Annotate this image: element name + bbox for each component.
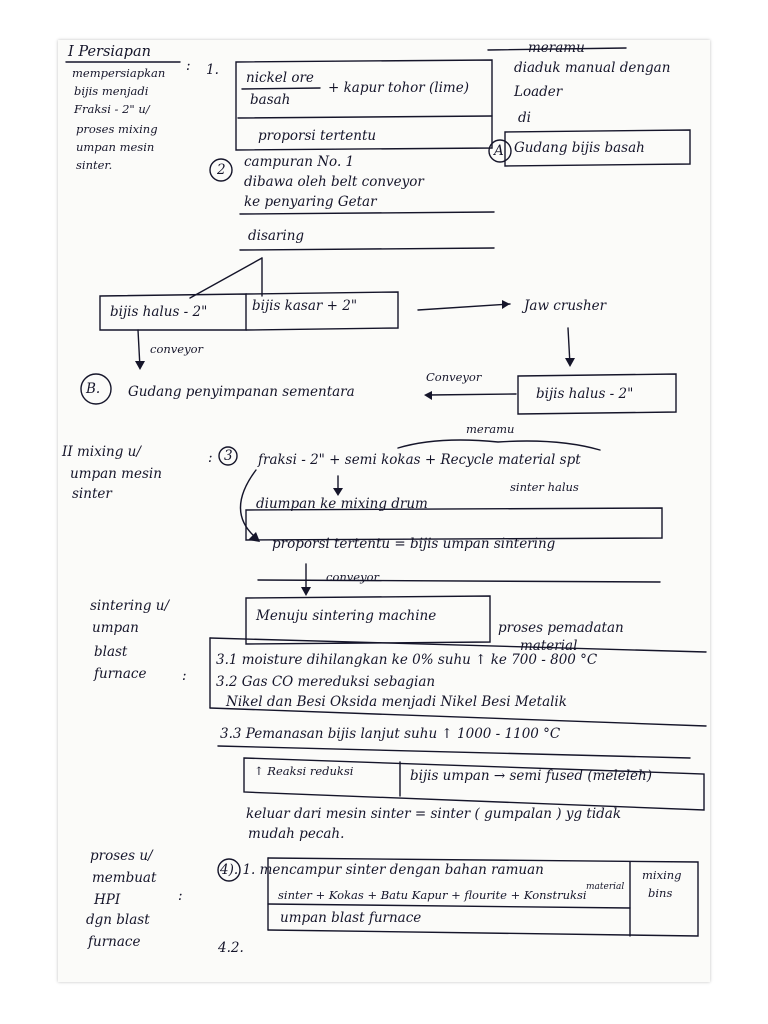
penyaring-text: ke penyaring Getar (244, 194, 377, 210)
gudang-basah-text: Gudang bijis basah (514, 140, 645, 156)
meramu-text: meramu (466, 422, 515, 436)
diumpan-text: diumpan ke mixing drum (256, 496, 428, 512)
sinter-halus-text: sinter halus (510, 480, 579, 494)
loader-text: Loader (514, 84, 563, 100)
section-3-note-line: furnace (94, 666, 147, 682)
semi-fused-text: bijis umpan → semi fused (meleleh) (410, 768, 652, 784)
section-1-note-line: bijis menjadi (74, 84, 149, 98)
proporsi-text: proporsi tertentu (258, 128, 377, 144)
conveyor-text: conveyor (326, 570, 379, 584)
section-1-note-line: proses mixing (76, 122, 158, 136)
fraksi-line: fraksi - 2" + semi kokas + Recycle material spt (258, 452, 581, 468)
proses-pemadatan-text: proses pemadatan (498, 620, 624, 636)
colon: : (182, 668, 187, 684)
bijis-kasar-text: bijis kasar + 2" (252, 298, 358, 314)
section-1-note-line: sinter. (76, 158, 113, 172)
section-2-note-line: II mixing u/ (62, 444, 141, 460)
section-4-note-line: membuat (92, 870, 157, 886)
section-3-note-line: umpan (92, 620, 139, 636)
step-3-2-cont: Nikel dan Besi Oksida menjadi Nikel Besi Metalik (226, 694, 567, 710)
belt-conveyor-text: dibawa oleh belt conveyor (244, 174, 424, 190)
step-number: 2 (217, 162, 226, 178)
mudah-pecah-text: mudah pecah. (248, 826, 345, 842)
section-4-note-line: proses u/ (90, 848, 153, 864)
section-3-note-line: blast (94, 644, 128, 660)
aduk-text: diaduk manual dengan (514, 60, 671, 76)
di-text: di (518, 110, 531, 126)
reaksi-reduksi-text: ↑ Reaksi reduksi (254, 764, 354, 778)
section-4-note-line: furnace (88, 934, 141, 950)
section-1-note-line: Fraksi - 2" u/ (74, 102, 150, 116)
meramu-text: meramu (528, 40, 585, 56)
disaring-text: disaring (248, 228, 305, 244)
section-2-note-line: sinter (72, 486, 112, 502)
section-4-note-line: dgn blast (86, 912, 150, 928)
section-3-note-line: sintering u/ (90, 598, 169, 614)
colon: : (208, 450, 213, 466)
step-3-2: 3.2 Gas CO mereduksi sebagian (216, 674, 436, 690)
keluar-text: keluar dari mesin sinter = sinter ( gumpalan ) yg tidak (246, 806, 622, 822)
gudang-sementara-text: Gudang penyimpanan sementara (128, 384, 355, 400)
section-4-note-line: HPI (94, 892, 121, 908)
step-number: 3 (224, 448, 233, 464)
step-4-1: 4). 1. mencampur sinter dengan bahan ramuan (220, 862, 544, 878)
step-number: 1. (206, 62, 219, 78)
sinter-kokas-line: sinter + Kokas + Batu Kapur + flourite + Konstruksi (278, 888, 587, 902)
notebook-page (58, 40, 710, 982)
campuran-text: campuran No. 1 (244, 154, 355, 170)
label-a: A (494, 143, 504, 159)
proporsi-text: proporsi tertentu = bijis umpan sintering (272, 536, 556, 552)
colon: : (186, 58, 191, 74)
bijis-halus-text: bijis halus - 2" (536, 386, 634, 402)
sintering-machine-text: Menuju sintering machine (256, 608, 437, 624)
section-2-note-line: umpan mesin (70, 466, 162, 482)
section-1-note-line: mempersiapkan (72, 66, 166, 80)
kapur-tohor-text: + kapur tohor (lime) (328, 80, 469, 96)
section-1-note-line: umpan mesin (76, 140, 155, 154)
step-3-3: 3.3 Pemanasan bijis lanjut suhu ↑ 1000 - 1100 °C (220, 726, 561, 742)
colon: : (178, 888, 183, 904)
basah-label: basah (250, 92, 291, 108)
material-text: material (586, 882, 625, 892)
jaw-crusher-text: Jaw crusher (524, 298, 607, 314)
section-1-heading: I Persiapan (68, 44, 151, 60)
conveyor-text: conveyor (150, 342, 203, 356)
umpan-blast-text: umpan blast furnace (280, 910, 422, 926)
mixing-text: mixing (642, 868, 682, 882)
bijis-halus-text: bijis halus - 2" (110, 304, 208, 320)
nickel-ore-label: nickel ore (246, 70, 314, 86)
material-text: material (520, 638, 578, 654)
label-b: B. (86, 381, 101, 397)
conveyor-text: Conveyor (426, 370, 482, 384)
bins-text: bins (648, 886, 673, 900)
step-3-1: 3.1 moisture dihilangkan ke 0% suhu ↑ ke 700 - 800 °C (216, 652, 598, 668)
step-4-2: 4.2. (218, 940, 244, 956)
